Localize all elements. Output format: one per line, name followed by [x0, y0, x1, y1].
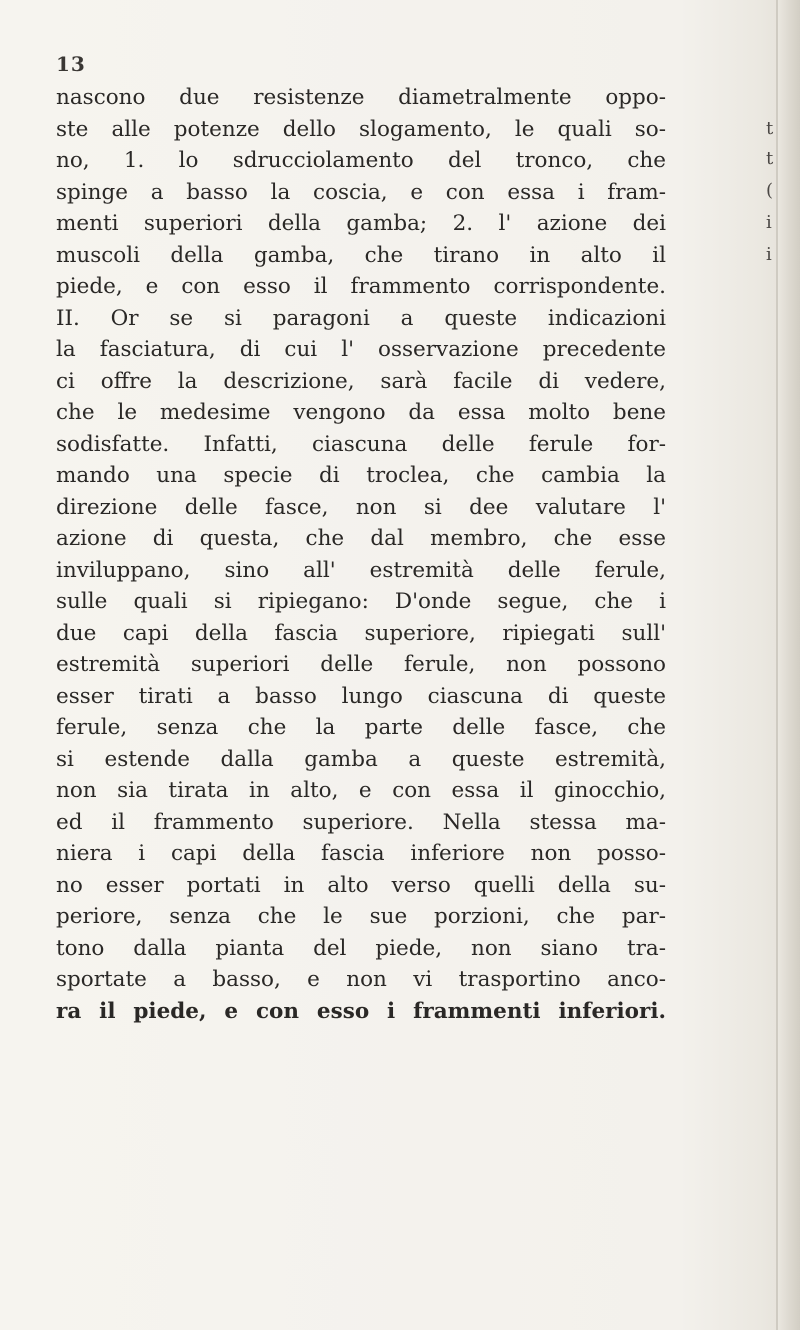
bleed-through-char: ( — [766, 180, 774, 201]
text-line: periore, senza che le sue porzioni, che par- — [56, 904, 666, 929]
text-line: ferule, senza che la parte delle fasce, che — [56, 715, 666, 740]
text-line: sportate a basso, e non vi trasportino anco- — [56, 967, 666, 992]
page-number: 13 — [56, 52, 86, 76]
text-line: estremità superiori delle ferule, non possono — [56, 652, 666, 677]
text-line: esser tirati a basso lungo ciascuna di queste — [56, 683, 666, 709]
bleed-through-char: i — [766, 212, 772, 233]
text-line: no esser portati in alto verso quelli della su- — [56, 872, 666, 898]
text-line: ed il frammento superiore. Nella stessa ma- — [56, 809, 666, 835]
text-line: nascono due resistenze diametralmente oppo- — [56, 85, 666, 110]
text-line: azione di questa, che dal membro, che esse — [56, 526, 666, 551]
page-gutter — [776, 0, 800, 1330]
text-line: che le medesime vengono da essa molto bene — [56, 400, 666, 425]
text-line: piede, e con esso il frammento corrispondente. — [56, 274, 666, 299]
text-line: sulle quali si ripiegano: D'onde segue, che i — [56, 589, 666, 614]
text-line: ste alle potenze dello slogamento, le quali so- — [56, 116, 666, 142]
text-line: menti superiori della gamba; 2. l' azione dei — [56, 211, 666, 236]
text-line: direzione delle fasce, non si dee valutare l' — [56, 494, 666, 520]
text-line: niera i capi della fascia inferiore non posso- — [56, 841, 666, 866]
text-line: mando una specie di troclea, che cambia la — [56, 463, 666, 488]
bleed-through-char: t — [766, 118, 774, 139]
body-text — [56, 82, 666, 1027]
gutter-line — [776, 0, 778, 1330]
text-line: no, 1. lo sdrucciolamento del tronco, che — [56, 148, 666, 173]
text-line: tono dalla pianta del piede, non siano tra- — [56, 935, 666, 961]
text-line: inviluppano, sino all' estremità delle ferule, — [56, 557, 666, 583]
text-line: si estende dalla gamba a queste estremità, — [56, 746, 666, 772]
text-line: muscoli della gamba, che tirano in alto il — [56, 242, 666, 268]
text-line: sodisfatte. Infatti, ciascuna delle ferule for- — [56, 431, 666, 457]
bleed-through-char: i — [766, 244, 772, 265]
text-line: ra il piede, e con esso i frammenti inferiori. — [56, 998, 666, 1024]
text-line: ci offre la descrizione, sarà facile di vedere, — [56, 368, 666, 394]
bleed-through-char: t — [766, 148, 774, 169]
text-line: due capi della fascia superiore, ripiegati sull' — [56, 620, 666, 646]
text-line: la fasciatura, di cui l' osservazione precedente — [56, 337, 666, 362]
text-line: spinge a basso la coscia, e con essa i fram- — [56, 179, 666, 205]
text-line: non sia tirata in alto, e con essa il ginocchio, — [56, 778, 666, 803]
text-line: II. Or se si paragoni a queste indicazioni — [56, 305, 666, 331]
